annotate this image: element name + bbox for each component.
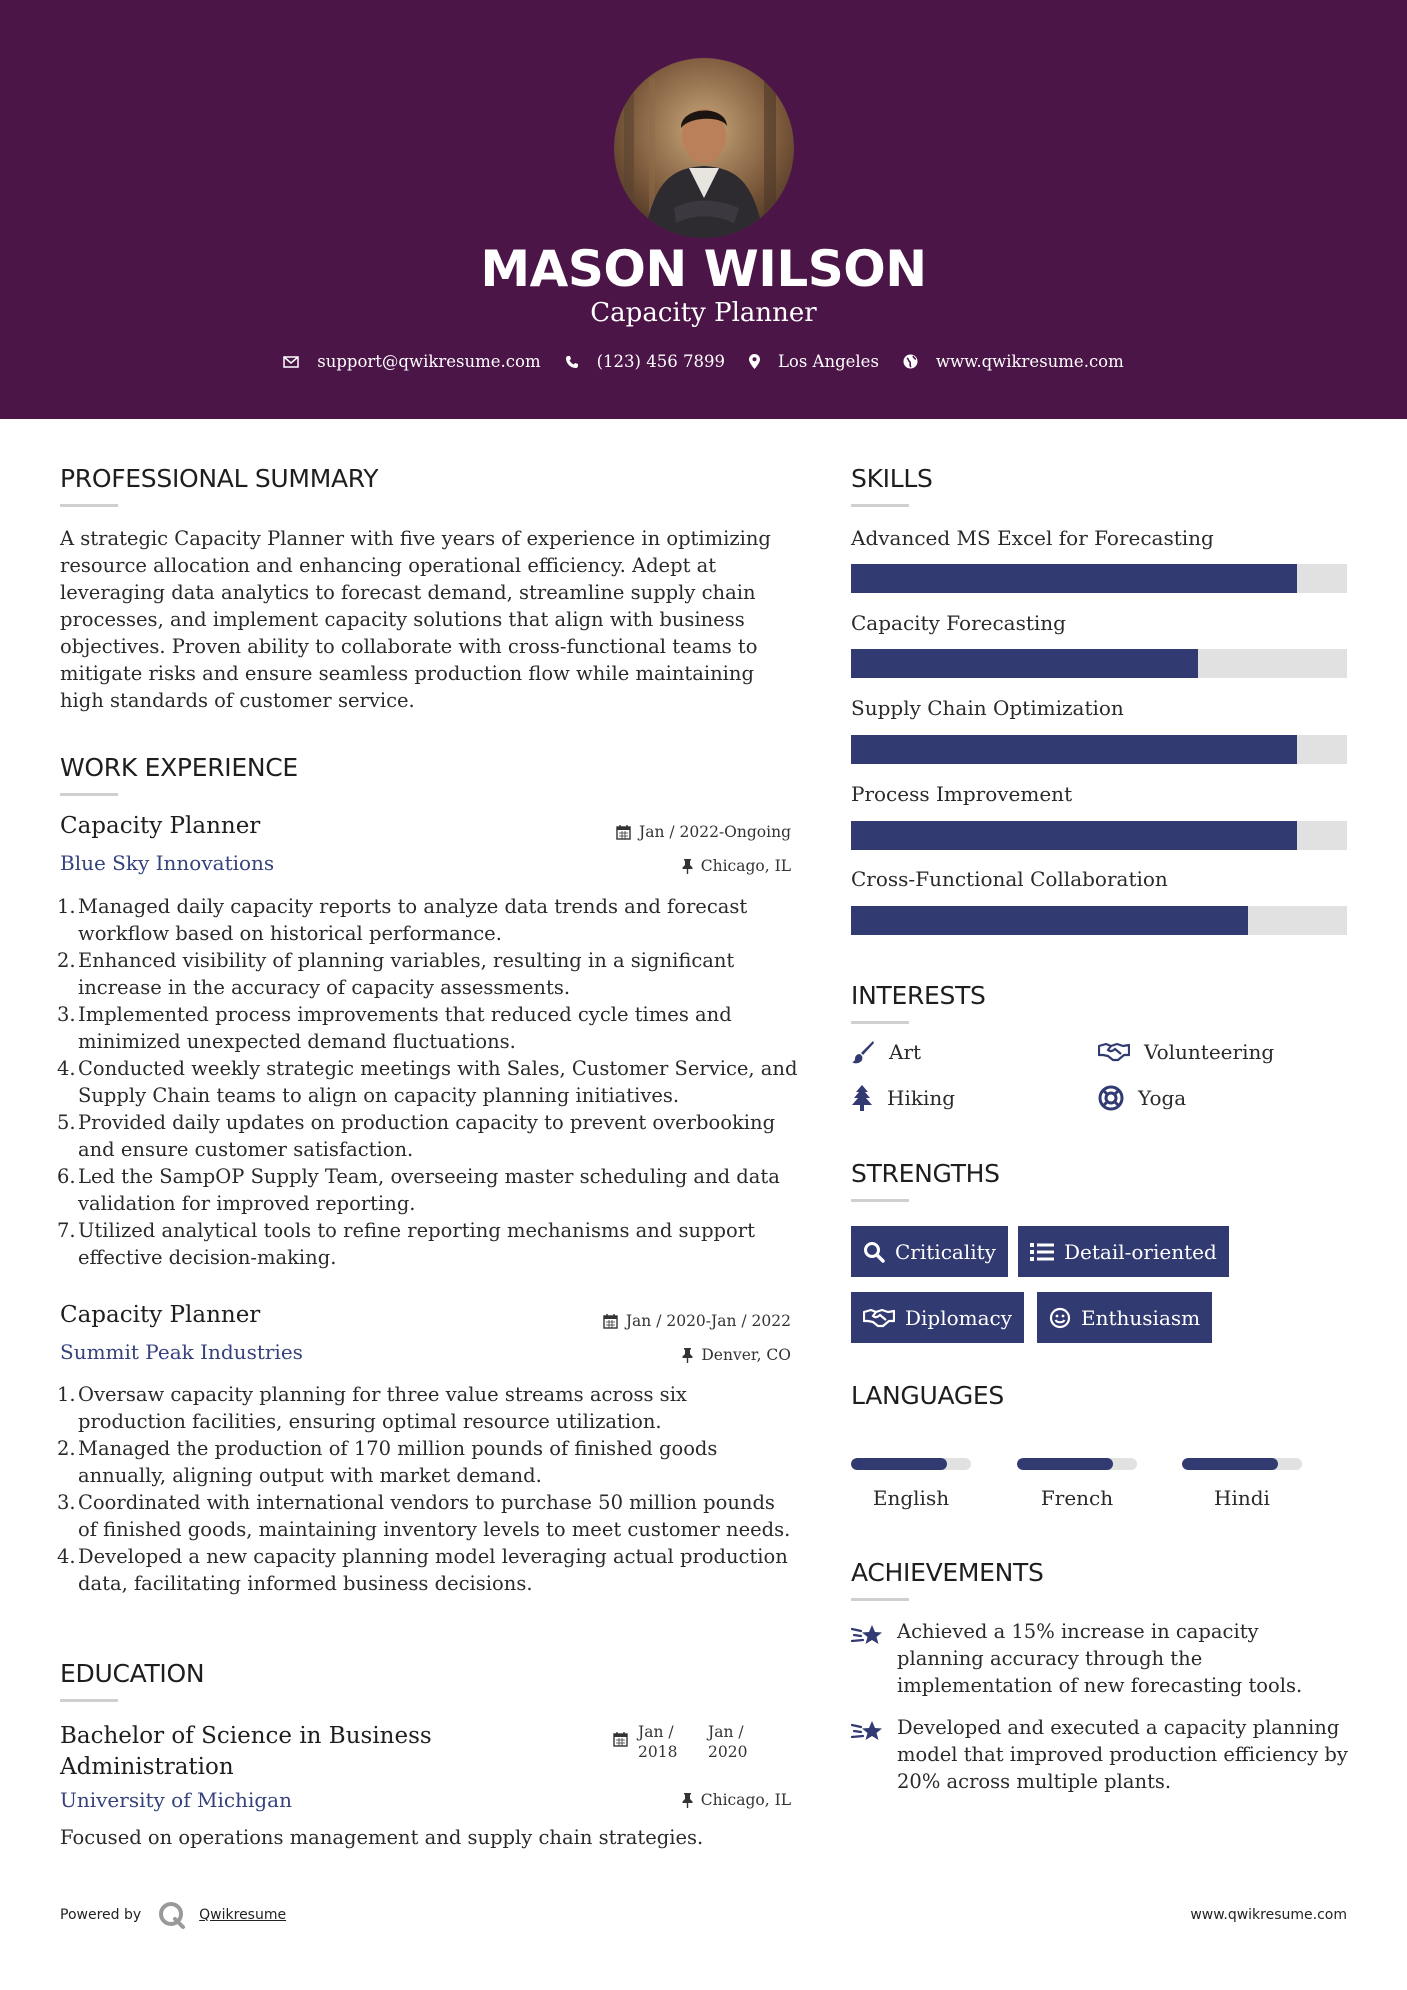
strengths-heading: STRENGTHS <box>851 1159 1000 1188</box>
list-item: 3. Coordinated with international vendors to purchase 50 million pounds of finished goods, maintaining inventory levels to meet customer needs. <box>57 1491 791 1541</box>
candidate-name: MASON WILSON <box>480 240 927 298</box>
handshake-icon <box>1098 1041 1130 1063</box>
language-bar-fill <box>1182 1458 1278 1470</box>
skill-bar <box>851 821 1347 850</box>
language-bar-fill <box>851 1458 947 1470</box>
website-text: www.qwikresume.com <box>935 352 1124 371</box>
job-bullets <box>57 1381 800 1597</box>
job-company: Blue Sky Innovations <box>60 851 275 875</box>
skill-label: Process Improvement <box>851 782 1073 806</box>
pushpin-icon <box>682 859 693 874</box>
strength-label: Diplomacy <box>905 1305 1013 1330</box>
interest-label: Hiking <box>887 1086 956 1110</box>
handshake-icon <box>863 1307 895 1329</box>
job-location-text: Denver, CO <box>701 1346 791 1364</box>
profile-photo <box>614 58 794 238</box>
list-item: 1. Managed daily capacity reports to analyze data trends and forecast workflow based on historical performance. <box>57 895 748 945</box>
interest-item <box>851 1085 955 1111</box>
lifering-icon <box>1098 1085 1124 1111</box>
qwikresume-logo-icon <box>157 1900 187 1930</box>
list-item: 2. Enhanced visibility of planning variables, resulting in a significant increase in the accuracy of capacity assessments. <box>57 949 735 999</box>
contact-bar <box>0 352 1407 371</box>
job-dates-text: Jan / 2020-Jan / 2022 <box>625 1312 791 1330</box>
skill-bar <box>851 735 1347 764</box>
interests-heading: INTERESTS <box>851 981 986 1010</box>
experience-underline <box>60 793 118 796</box>
list-icon <box>1030 1242 1054 1262</box>
skill-label: Advanced MS Excel for Forecasting <box>851 526 1214 550</box>
list-item: 5. Provided daily updates on production capacity to prevent overbooking and ensure customer satisfaction. <box>57 1111 776 1161</box>
skill-label: Cross-Functional Collaboration <box>851 867 1168 891</box>
achievement-text: Achieved a 15% increase in capacity planning accuracy through the implementation of new forecasting tools. <box>897 1620 1303 1697</box>
summary-heading: PROFESSIONAL SUMMARY <box>60 464 379 493</box>
interest-item <box>1098 1085 1186 1111</box>
skill-bar-fill <box>851 649 1198 678</box>
skill-bar-fill <box>851 906 1248 935</box>
list-item: 6. Led the SampOP Supply Team, overseeing master scheduling and data validation for improved reporting. <box>57 1165 780 1215</box>
job-title: Capacity Planner <box>60 813 261 839</box>
education-end: Jan / 2020 <box>708 1723 748 1761</box>
shooting-star-icon <box>851 1716 885 1746</box>
pushpin-icon <box>682 1793 693 1808</box>
strength-tag <box>851 1292 1024 1343</box>
list-item: 7. Utilized analytical tools to refine reporting mechanisms and support effective decision-making. <box>57 1219 755 1269</box>
calendar-icon <box>613 1732 628 1747</box>
education-description: Focused on operations management and supply chain strategies. <box>60 1826 704 1849</box>
job-location-text: Chicago, IL <box>700 857 791 875</box>
job-dates <box>560 823 791 841</box>
skills-heading: SKILLS <box>851 464 933 493</box>
map-pin-icon <box>749 354 760 369</box>
phone-text: (123) 456 7899 <box>596 352 725 371</box>
achievement-item <box>851 1714 1351 1795</box>
header <box>0 0 1407 419</box>
achievement-item <box>851 1618 1351 1699</box>
interest-item <box>1098 1040 1274 1064</box>
language-label: Hindi <box>1214 1486 1270 1510</box>
language-label: French <box>1040 1486 1114 1510</box>
list-item: 4. Developed a new capacity planning model leveraging actual production data, facilitating informed business decisions. <box>57 1545 788 1595</box>
achievements-heading: ACHIEVEMENTS <box>851 1558 1044 1587</box>
shooting-star-icon <box>851 1620 885 1650</box>
strength-tag <box>851 1226 1008 1277</box>
paintbrush-icon <box>851 1040 875 1064</box>
contact-website[interactable] <box>903 352 1124 371</box>
education-heading: EDUCATION <box>60 1659 205 1688</box>
strength-tag <box>1037 1292 1212 1343</box>
skill-label: Supply Chain Optimization <box>851 696 1124 720</box>
footer-powered-by <box>60 1900 286 1930</box>
strengths-underline <box>851 1199 909 1202</box>
contact-email[interactable] <box>283 352 540 371</box>
strength-tag <box>1018 1226 1229 1277</box>
job-bullets <box>57 893 800 1271</box>
phone-icon <box>565 355 579 369</box>
contact-phone[interactable] <box>565 352 725 371</box>
list-item: 3. Implemented process improvements that reduced cycle times and minimized unexpected demand fluctuations. <box>57 1003 732 1053</box>
interest-label: Volunteering <box>1144 1040 1275 1064</box>
footer-website[interactable]: www.qwikresume.com <box>1190 1907 1347 1923</box>
skill-bar-fill <box>851 735 1297 764</box>
language-label: English <box>872 1486 950 1510</box>
education-start: Jan / 2018 <box>638 1723 678 1761</box>
job-title: Capacity Planner <box>60 1302 261 1328</box>
list-item: 4. Conducted weekly strategic meetings with Sales, Customer Service, and Supply Chain teams to align on capacity planning initiatives. <box>57 1057 798 1107</box>
achievement-text: Developed and executed a capacity planning model that improved production efficiency by 20% across multiple plants. <box>897 1716 1348 1793</box>
calendar-icon <box>603 1314 618 1329</box>
interest-item <box>851 1040 921 1064</box>
interest-label: Art <box>889 1040 922 1064</box>
location-text: Los Angeles <box>777 352 879 371</box>
job-company: Summit Peak Industries <box>60 1340 303 1364</box>
globe-icon <box>903 354 918 369</box>
strength-label: Enthusiasm <box>1081 1305 1201 1330</box>
envelope-icon <box>283 355 299 369</box>
job-location <box>560 857 791 875</box>
job-location <box>560 1346 791 1364</box>
pushpin-icon <box>682 1348 693 1363</box>
interests-underline <box>851 1021 909 1024</box>
candidate-role: Capacity Planner <box>590 298 817 328</box>
school-name: University of Michigan <box>60 1788 292 1812</box>
skill-bar-fill <box>851 564 1297 593</box>
powered-by-label: Powered by <box>60 1907 142 1923</box>
skill-label: Capacity Forecasting <box>851 611 1066 635</box>
email-text: support@qwikresume.com <box>317 352 541 371</box>
experience-heading: WORK EXPERIENCE <box>60 753 298 782</box>
summary-underline <box>60 504 118 507</box>
skills-underline <box>851 504 909 507</box>
education-location-text: Chicago, IL <box>700 1791 791 1809</box>
education-underline <box>60 1699 118 1702</box>
qwikresume-link[interactable]: Qwikresume <box>199 1907 287 1923</box>
smile-icon <box>1049 1307 1071 1329</box>
contact-location <box>749 352 879 371</box>
tree-icon <box>851 1085 873 1111</box>
skill-bar <box>851 649 1347 678</box>
list-item: 2. Managed the production of 170 million pounds of finished goods annually, aligning output with market demand. <box>57 1437 718 1487</box>
language-bar-fill <box>1017 1458 1113 1470</box>
job-dates <box>560 1312 791 1330</box>
education-location <box>560 1791 791 1809</box>
calendar-icon <box>616 825 631 840</box>
summary-text: A strategic Capacity Planner with five years of experience in optimizing resource allocation and enhancing operational efficiency. Adept at leveraging data analytics to forecast demand, streamline supply chain processes, and implement capacity solutions that align with business objectives. Proven ability to collaborate with cross-functional teams to mitigate risks and ensure seamless production flow while maintaining high standards of customer service. <box>60 527 771 712</box>
skill-bar <box>851 564 1347 593</box>
languages-heading: LANGUAGES <box>851 1381 1004 1410</box>
strength-label: Criticality <box>895 1239 996 1264</box>
skill-bar <box>851 906 1347 935</box>
language-bar <box>1017 1458 1137 1470</box>
interest-label: Yoga <box>1138 1086 1187 1110</box>
list-item: 1. Oversaw capacity planning for three value streams across six production facilities, ensuring optimal resource utilization. <box>57 1383 687 1433</box>
language-bar <box>1182 1458 1302 1470</box>
education-dates <box>613 1722 768 1762</box>
job-dates-text: Jan / 2022-Ongoing <box>638 823 791 841</box>
degree-title: Bachelor of Science in Business Administration <box>60 1723 432 1780</box>
skill-bar-fill <box>851 821 1297 850</box>
strength-label: Detail-oriented <box>1064 1239 1217 1264</box>
achievements-underline <box>851 1598 909 1601</box>
language-bar <box>851 1458 971 1470</box>
search-icon <box>863 1241 885 1263</box>
